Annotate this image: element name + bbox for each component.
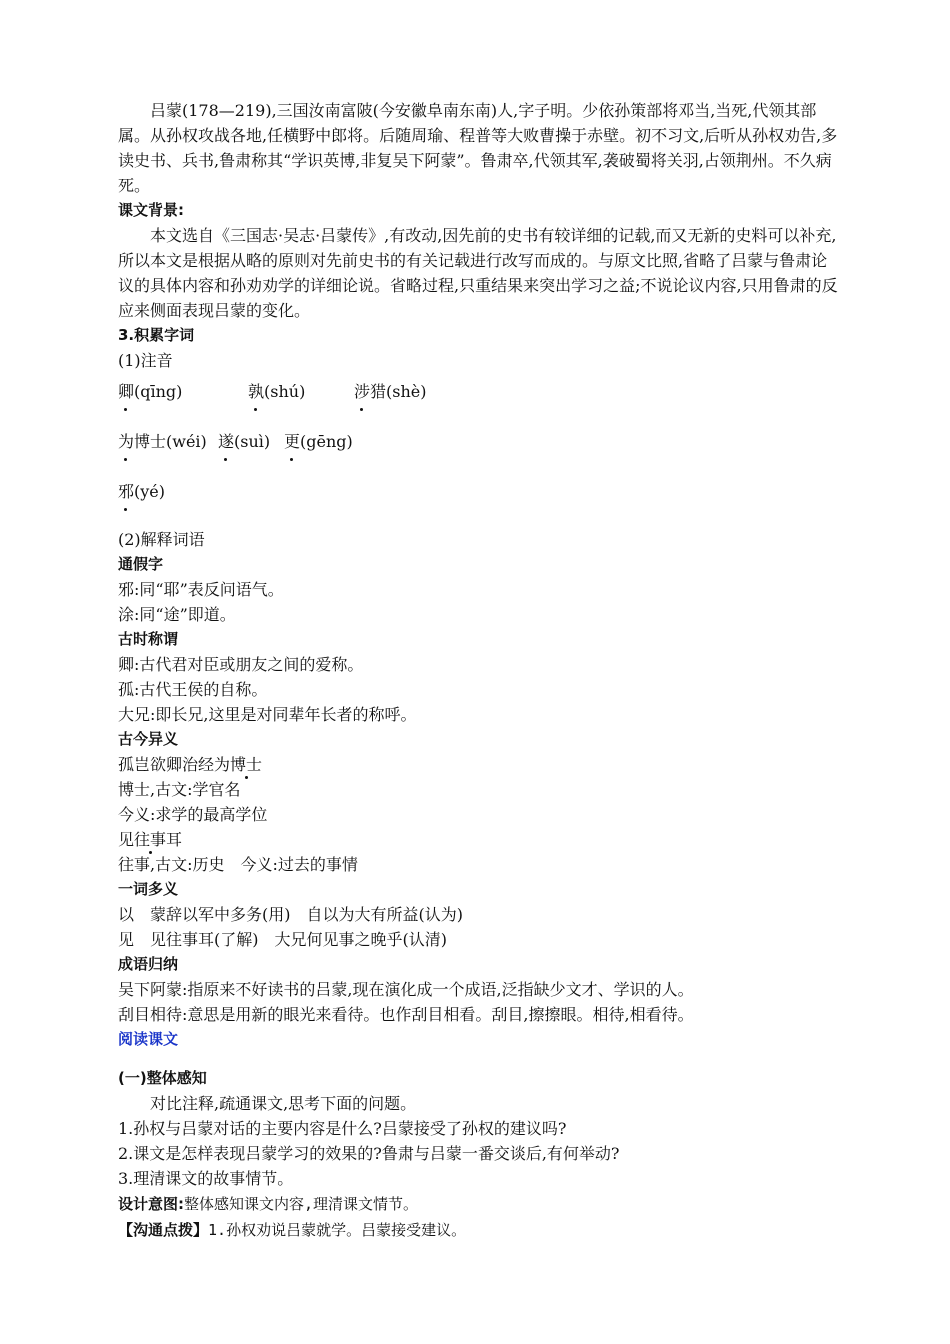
read-heading: 阅读课文 <box>118 1030 179 1048</box>
background-heading: 课文背景: <box>118 201 184 219</box>
chengwei-heading: 古时称谓 <box>118 630 179 648</box>
tongjia-line: 涂:同“途”即道。 <box>118 605 236 624</box>
gujin-example-2: 见往事耳 <box>118 830 183 849</box>
tip-line: 【沟通点拨】1.孙权劝说吕蒙就学。吕蒙接受建议。 <box>118 1221 467 1239</box>
question-line: 2.课文是怎样表现吕蒙学习的效果的?鲁肃与吕蒙一番交谈后,有何举动? <box>118 1144 620 1163</box>
background-paragraph: 本文选自《三国志·吴志·吕蒙传》,有改动,因先前的史书有较详细的记载,而又无新的史料可以补充,所以本文是根据从略的原则对先前史书的有关记载进行改写而成的。与原文比照,省略了吕蒙与鲁肃论议的具体内容和孙劝劝学的详细论说。省略过程,只重结果来突出学习之益;不说论议内容,只用鲁肃的反应来侧面表现吕蒙的变化。 <box>118 226 838 320</box>
duoyi-heading: 一词多义 <box>118 880 179 898</box>
design-intent: 设计意图:整体感知课文内容,理清课文情节。 <box>118 1195 419 1213</box>
pinyin-item: 遂(suì) <box>218 429 284 454</box>
pinyin-item: 为博士(wéi) <box>118 429 218 454</box>
pinyin-row-1 <box>118 377 838 427</box>
chengyu-line: 吴下阿蒙:指原来不好读书的吕蒙,现在演化成一个成语,泛指缺少文才、学识的人。 <box>118 980 694 999</box>
duoyi-line: 见 见往事耳(了解) 大兄何见事之晚乎(认清) <box>118 930 447 949</box>
question-line: 1.孙权与吕蒙对话的主要内容是什么?吕蒙接受了孙权的建议吗? <box>118 1119 567 1138</box>
chengyu-line: 刮目相待:意思是用新的眼光来看待。也作刮目相看。刮目,擦擦眼。相待,相看待。 <box>118 1005 694 1024</box>
tongjia-heading: 通假字 <box>118 555 164 573</box>
read-instruction: 对比注释,疏通课文,思考下面的问题。 <box>150 1094 417 1113</box>
pinyin-item: 更(gēng) <box>284 429 353 454</box>
gujin-example-1: 孤岂欲卿治经为博士 <box>118 755 263 774</box>
jieshi-heading: (2)解释词语 <box>118 530 205 549</box>
tongjia-line: 邪:同“耶”表反问语气。 <box>118 580 284 599</box>
question-line: 3.理清课文的故事情节。 <box>118 1169 294 1188</box>
emphasis-word: 博士 <box>230 755 263 774</box>
read-sub-heading: (一)整体感知 <box>118 1069 207 1087</box>
zhuyin-heading: (1)注音 <box>118 351 173 370</box>
gujin-line: 博士,古文:学官名 <box>118 780 241 799</box>
vocab-heading: 3.积累字词 <box>118 326 195 344</box>
pinyin-row-3 <box>118 477 838 527</box>
pinyin-item: 卿(qīng) <box>118 379 248 404</box>
document-page <box>118 98 838 1243</box>
pinyin-item: 孰(shú) <box>248 379 354 404</box>
gujin-line: 往事,古文:历史 今义:过去的事情 <box>118 855 358 874</box>
chengwei-line: 孤:古代王侯的自称。 <box>118 680 268 699</box>
intro-paragraph: 吕蒙(178—219),三国汝南富陂(今安徽阜南东南)人,字子明。少依孙策部将邓当,当死,代领其部属。从孙权攻战各地,任横野中郎将。后随周瑜、程普等大败曹操于赤壁。初不习文,后听从孙权劝告,多读史书、兵书,鲁肃称其“学识英博,非复吴下阿蒙”。鲁肃卒,代领其军,袭破蜀将关羽,占领荆州。不久病死。 <box>118 101 838 195</box>
gujin-heading: 古今异义 <box>118 730 179 748</box>
emphasis-word: 往事 <box>134 830 167 849</box>
gujin-line: 今义:求学的最高学位 <box>118 805 268 824</box>
pinyin-item: 涉猎(shè) <box>354 379 426 404</box>
chengyu-heading: 成语归纳 <box>118 955 179 973</box>
pinyin-item: 邪(yé) <box>118 479 165 504</box>
chengwei-line: 卿:古代君对臣或朋友之间的爱称。 <box>118 655 364 674</box>
pinyin-row-2 <box>118 427 838 477</box>
chengwei-line: 大兄:即长兄,这里是对同辈年长者的称呼。 <box>118 705 417 724</box>
duoyi-line: 以 蒙辞以军中多务(用) 自以为大有所益(认为) <box>118 905 463 924</box>
